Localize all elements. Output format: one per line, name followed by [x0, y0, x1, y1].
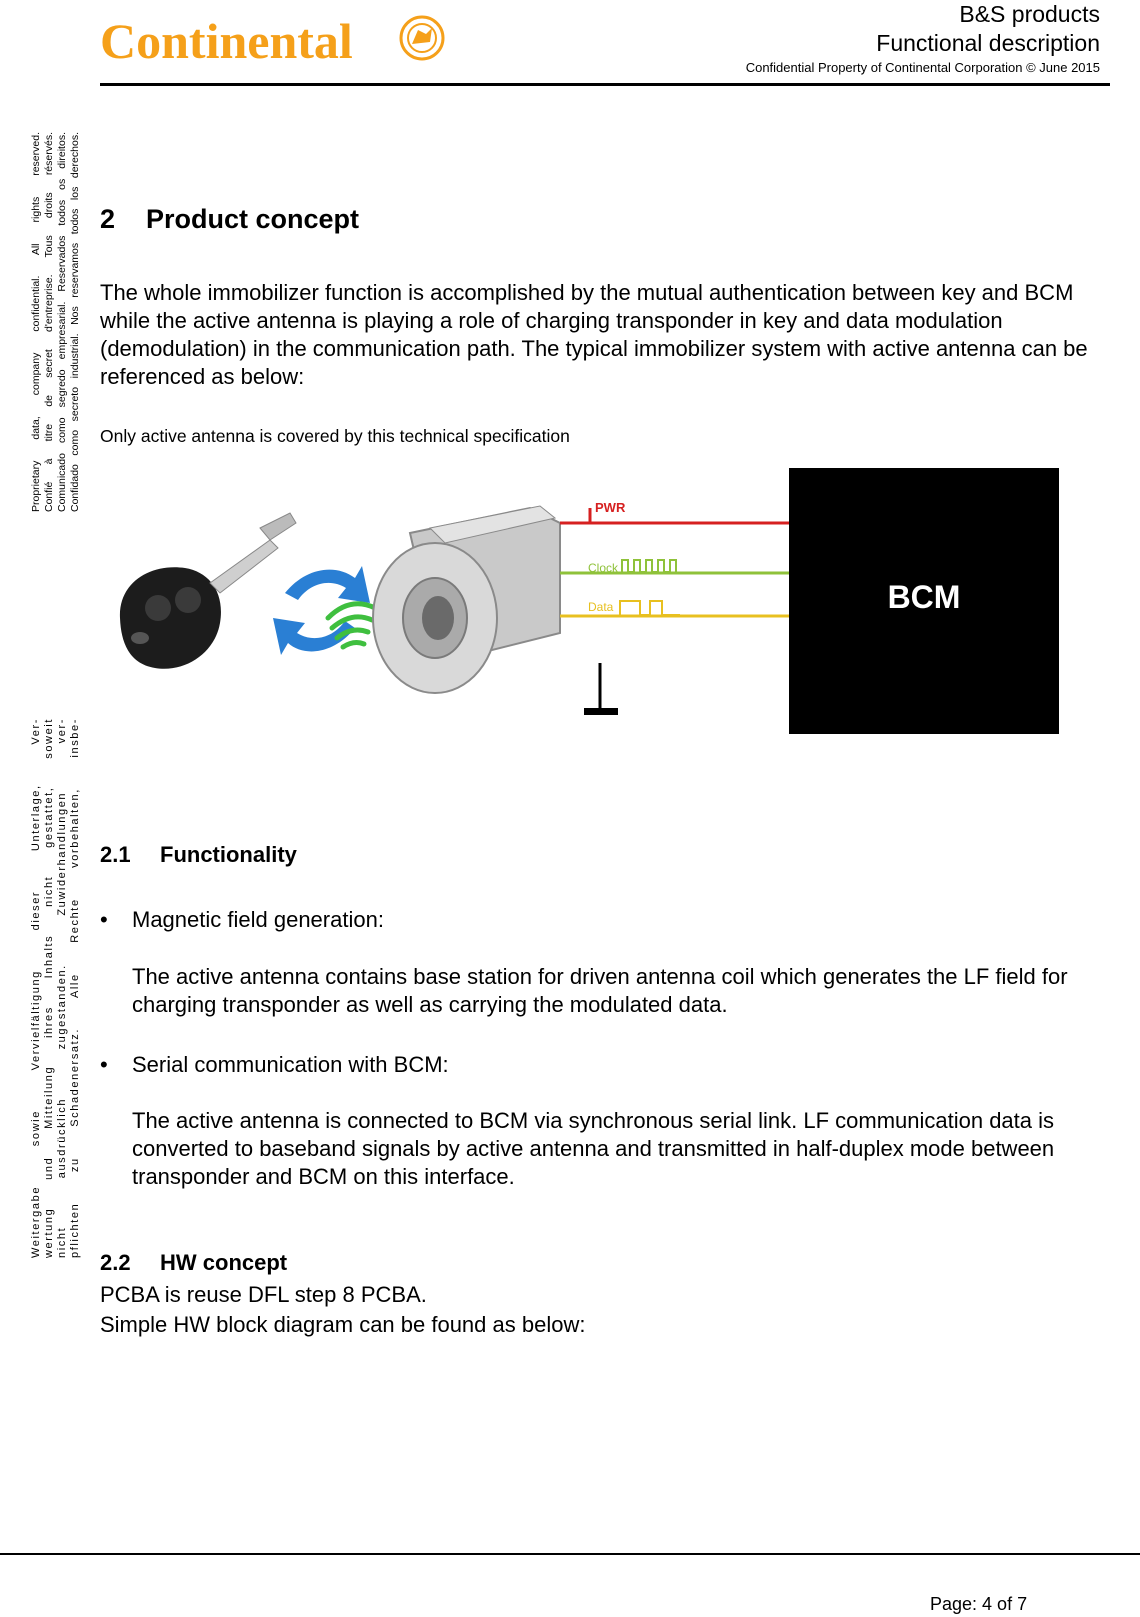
bullet-title: Serial communication with BCM:: [132, 1052, 449, 1077]
bcm-label: BCM: [887, 579, 961, 615]
header-doc-type: Functional description: [876, 29, 1100, 56]
clock-label: Clock: [588, 561, 619, 575]
section-note: Only active antenna is covered by this technical specification: [100, 426, 570, 446]
side-line: pflichten zu Schadenersatz. Alle Rechte vorbehalten, insbe-: [69, 718, 81, 1258]
side-notice-de: [30, 718, 82, 1258]
hw-concept-line-1: PCBA is reuse DFL step 8 PCBA.: [100, 1282, 427, 1307]
side-notice-en: [30, 132, 82, 512]
section-paragraph: The whole immobilizer function is accomplished by the mutual authentication between key and BCM while the active antenna is playing a role of charging transponder in key and data modulation (demodulation) in the communication path. The typical immobilizer system with active antenna can be referenced as below:: [100, 280, 1088, 389]
side-line: Proprietary data, company confidential. All rights reserved.: [30, 132, 42, 512]
data-label: Data: [588, 600, 614, 614]
bullet-body: The active antenna is connected to BCM via synchronous serial link. LF communication data is converted to baseband signals by active antenna and transmitted in half-duplex mode between transponder and BCM on this interface.: [132, 1108, 1055, 1189]
side-line: Weitergabe sowie Vervielfältigung dieser Unterlage, Ver-: [30, 718, 42, 1258]
section-heading: [100, 204, 359, 235]
subsection-title: Functionality: [160, 842, 297, 867]
bullet-title: Magnetic field generation:: [132, 907, 384, 932]
continental-logo: [100, 12, 460, 70]
bullet-icon: •: [100, 907, 108, 932]
page-number: Page: 4 of 7: [930, 1594, 1028, 1614]
header-info: [746, 0, 1100, 76]
header-divider: [100, 83, 1110, 86]
bullet-item: [100, 907, 384, 933]
side-line: wertung und Mitteilung ihres Inhalts nicht gestattet, soweit: [43, 718, 55, 1258]
section-title: Product concept: [146, 204, 360, 234]
horse-icon: [412, 28, 432, 44]
subsection-heading-2-2: [100, 1250, 287, 1276]
ground-icon: [584, 708, 618, 715]
pwr-label: PWR: [595, 500, 626, 515]
immobilizer-system-figure: [100, 468, 1100, 758]
clock-waveform: [622, 560, 676, 572]
header-product: B&S products: [959, 1, 1100, 27]
subsection-title: HW concept: [160, 1250, 288, 1275]
bullet-item: [100, 1052, 449, 1078]
header-confidential: Confidential Property of Continental Corporation © June 2015: [745, 59, 1100, 75]
data-waveform: [620, 601, 680, 615]
hw-concept-line-2: Simple HW block diagram can be found as below:: [100, 1312, 586, 1337]
key-fob-image: [120, 513, 296, 669]
side-line: Comunicado como segredo empresarial. Reservados todos os direitos.: [56, 132, 68, 512]
section-number: 2: [100, 204, 116, 234]
footer-divider: [0, 1553, 1140, 1555]
logo-wordmark: Continental: [100, 13, 353, 69]
active-antenna-image: [373, 506, 560, 693]
bullet-body: The active antenna contains base station for driven antenna coil which generates the LF field for charging transponder as well as carrying the modulated data.: [132, 964, 1068, 1017]
side-line: Confié à titre de secret d'entreprise. Tous droits réservés.: [43, 132, 55, 512]
subsection-heading-2-1: [100, 842, 297, 868]
subsection-number: 2.1: [100, 842, 131, 867]
side-line: nicht ausdrücklich zugestanden. Zuwiderhandlungen ver-: [56, 718, 68, 1258]
bullet-icon: •: [100, 1052, 108, 1077]
subsection-number: 2.2: [100, 1250, 131, 1275]
side-line: Confidado como secreto industrial. Nos reservamos todos los derechos.: [69, 132, 81, 512]
